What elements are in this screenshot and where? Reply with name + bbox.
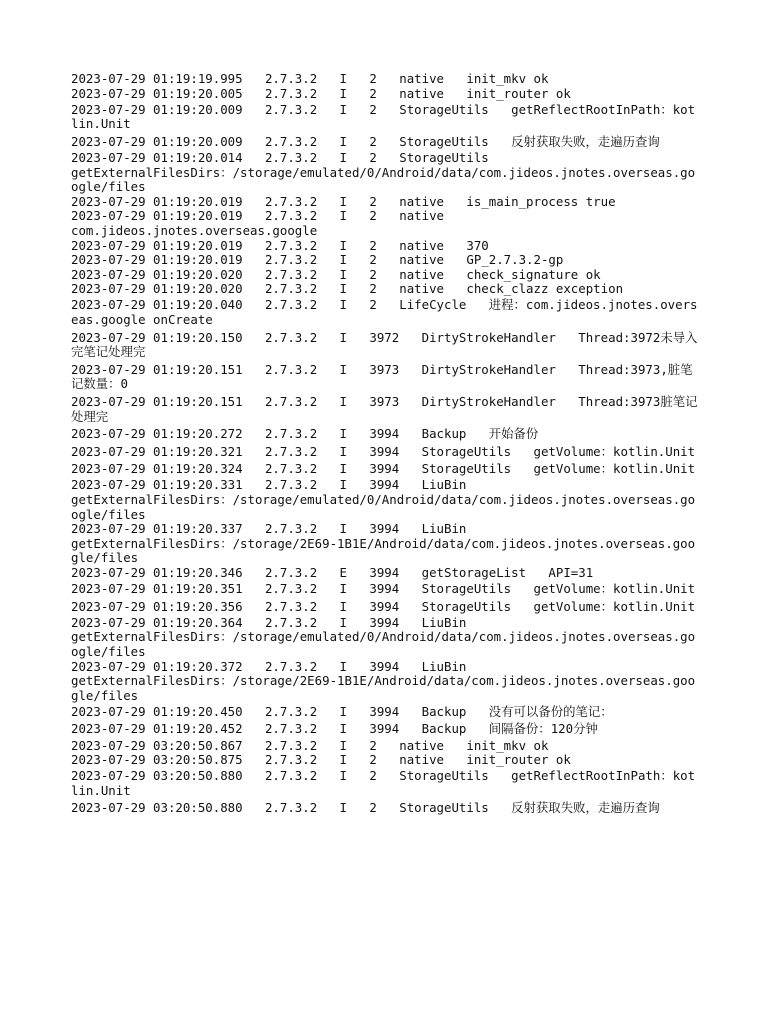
log-line: 2023-07-29 03:20:50.867 2.7.3.2 I 2 native init_mkv ok [71,737,549,753]
log-line: 2023-07-29 01:19:20.452 2.7.3.2 I 3994 Backup 间隔备份：120分钟 [71,721,598,737]
log-line: 2023-07-29 01:19:20.346 2.7.3.2 E 3994 getStorageList API=31 [71,565,594,580]
log-line: 2023-07-29 01:19:20.020 2.7.3.2 I 2 native check_clazz exception [71,281,624,297]
log-line: 2023-07-29 01:19:20.364 2.7.3.2 I 3994 LiuBin [71,614,467,630]
log-line: getExternalFilesDirs：/storage/emulated/0/Android/data/com.jideos.jnotes.overseas.google/files [71,164,696,195]
log-line: 2023-07-29 01:19:20.150 2.7.3.2 I 3972 DirtyStrokeHandler Thread:3972未导入完笔记处理完 [71,329,698,360]
log-line: 2023-07-29 01:19:20.019 2.7.3.2 I 2 native 370 [71,237,489,253]
log-line: 2023-07-29 01:19:20.356 2.7.3.2 I 3994 StorageUtils getVolume：kotlin.Unit [71,598,696,614]
log-line: 2023-07-29 01:19:20.351 2.7.3.2 I 3994 StorageUtils getVolume：kotlin.Unit [71,581,696,597]
log-text-block [71,72,699,818]
log-line: 2023-07-29 01:19:20.020 2.7.3.2 I 2 native check_signature ok [71,266,601,282]
log-line: 2023-07-29 01:19:20.272 2.7.3.2 I 3994 Backup 开始备份 [71,426,539,442]
log-line: com.jideos.jnotes.overseas.google [71,222,318,238]
log-line: 2023-07-29 01:19:20.040 2.7.3.2 I 2 LifeCycle 进程：com.jideos.jnotes.overseas.google onCreate [71,297,698,327]
log-line: 2023-07-29 01:19:20.009 2.7.3.2 I 2 StorageUtils getReflectRootInPath：kotlin.Unit [71,101,696,132]
log-line: 2023-07-29 03:20:50.880 2.7.3.2 I 2 StorageUtils getReflectRootInPath：kotlin.Unit [71,768,696,798]
log-line: 2023-07-29 01:19:20.324 2.7.3.2 I 3994 StorageUtils getVolume：kotlin.Unit [71,461,696,477]
log-line: 2023-07-29 01:19:20.019 2.7.3.2 I 2 native is_main_process true [71,193,616,209]
log-line: 2023-07-29 01:19:20.019 2.7.3.2 I 2 native [71,208,444,224]
log-line: 2023-07-29 01:19:20.372 2.7.3.2 I 3994 LiuBin [71,658,467,674]
log-line: getExternalFilesDirs：/storage/emulated/0/Android/data/com.jideos.jnotes.overseas.google/files [71,629,696,659]
log-line: getExternalFilesDirs：/storage/emulated/0/Android/data/com.jideos.jnotes.overseas.google/files [71,492,696,522]
log-line: 2023-07-29 01:19:20.151 2.7.3.2 I 3973 DirtyStrokeHandler Thread:3973脏笔记处理完 [71,393,698,424]
log-line: 2023-07-29 01:19:20.337 2.7.3.2 I 3994 LiuBin [71,521,467,537]
log-line: 2023-07-29 01:19:20.019 2.7.3.2 I 2 native GP_2.7.3.2-gp [71,252,564,268]
log-line: 2023-07-29 03:20:50.875 2.7.3.2 I 2 native init_router ok [71,752,571,768]
log-line: 2023-07-29 01:19:20.005 2.7.3.2 I 2 native init_router ok [71,85,571,101]
log-line: 2023-07-29 01:19:20.331 2.7.3.2 I 3994 LiuBin [71,477,467,493]
log-line: getExternalFilesDirs：/storage/2E69-1B1E/Android/data/com.jideos.jnotes.overseas.google/files [71,673,696,703]
log-line: 2023-07-29 01:19:20.321 2.7.3.2 I 3994 StorageUtils getVolume：kotlin.Unit [71,443,696,459]
log-line: 2023-07-29 01:19:20.151 2.7.3.2 I 3973 DirtyStrokeHandler Thread:3973,脏笔记数量：0 [71,361,693,392]
log-line: 2023-07-29 03:20:50.880 2.7.3.2 I 2 StorageUtils 反射获取失败，走遍历查询 [71,800,660,816]
log-line: 2023-07-29 01:19:20.014 2.7.3.2 I 2 StorageUtils [71,149,489,165]
log-line: 2023-07-29 01:19:19.995 2.7.3.2 I 2 native init_mkv ok [71,71,549,86]
log-line: 2023-07-29 01:19:20.450 2.7.3.2 I 3994 Backup 没有可以备份的笔记： [71,703,613,719]
log-line: getExternalFilesDirs：/storage/2E69-1B1E/Android/data/com.jideos.jnotes.overseas.google/files [71,535,696,566]
log-line: 2023-07-29 01:19:20.009 2.7.3.2 I 2 StorageUtils 反射获取失败，走遍历查询 [71,133,660,149]
